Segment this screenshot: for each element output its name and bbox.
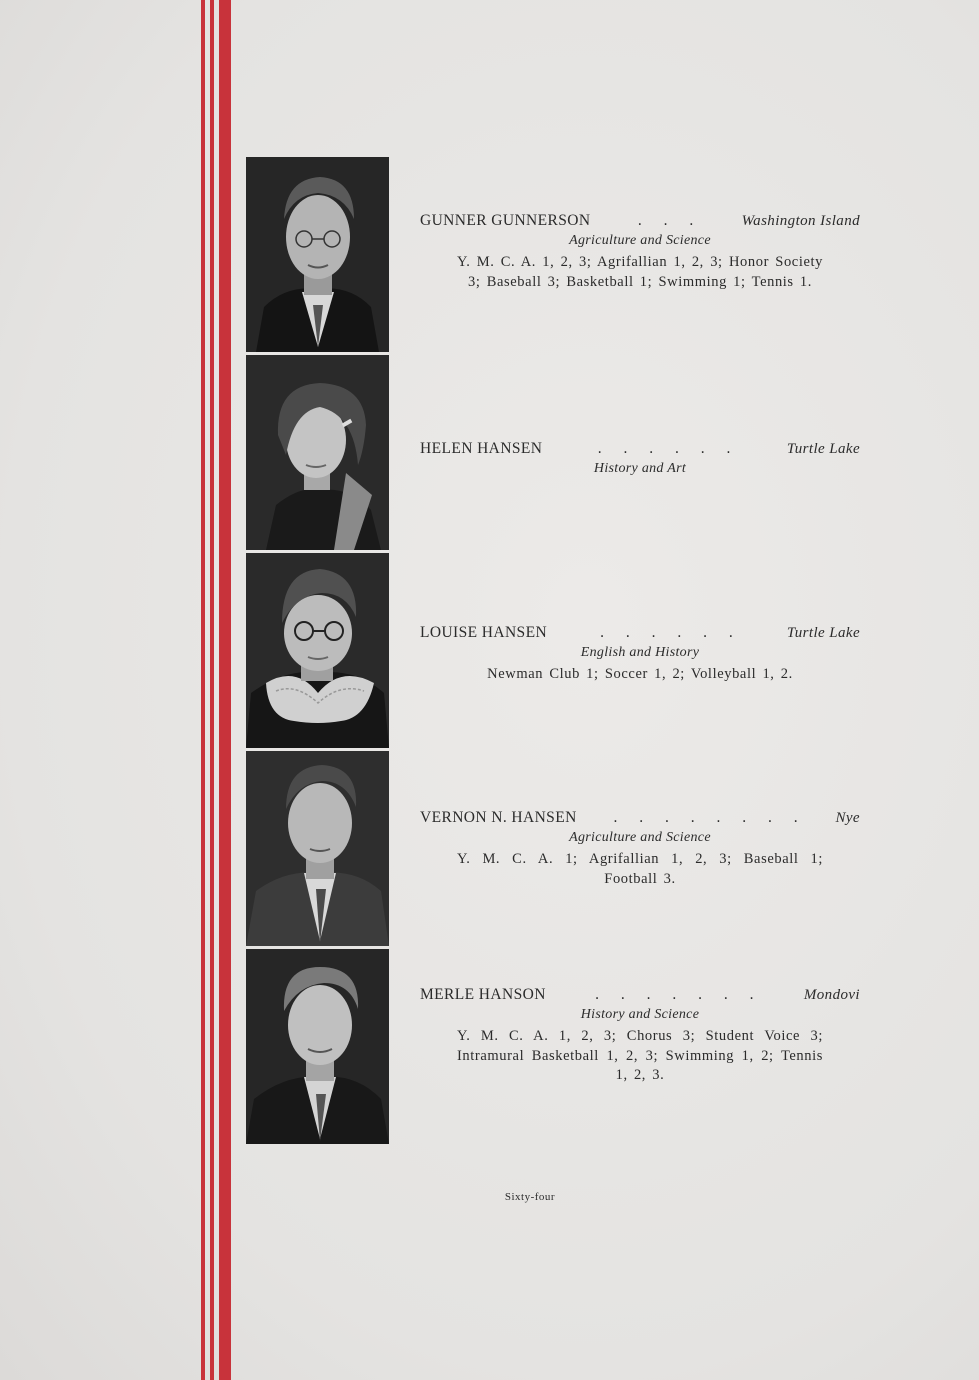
hometown: Mondovi: [803, 987, 860, 1003]
dot-leader: . . . . . . . .: [613, 809, 807, 826]
dot-leader: . . . . . .: [597, 440, 740, 457]
portrait-vernon-hansen: [246, 751, 389, 946]
student-name: LOUISE HANSEN: [420, 624, 548, 641]
student-entry: [420, 212, 860, 292]
entry-headline: [420, 986, 860, 1004]
female-portrait-photo: [246, 355, 389, 550]
course-of-study: English and History: [580, 645, 700, 660]
red-border-stripe: [219, 0, 231, 1380]
student-name: MERLE HANSON: [420, 986, 546, 1003]
student-name: GUNNER GUNNERSON: [420, 212, 591, 229]
activities: Y. M. C. A. 1, 2, 3; Chorus 3; Student Voice 3; Intramural Basketball 1, 2, 3; Swimming 1, 2; Tennis 1, 2, 3.: [457, 1028, 823, 1083]
dot-leader: . . . . . .: [600, 624, 742, 641]
red-border-stripe: [201, 0, 205, 1380]
portrait-gunnerson: [246, 157, 389, 352]
female-portrait-photo: [246, 553, 389, 748]
hometown: Nye: [835, 810, 860, 826]
dot-leader: . . .: [637, 212, 703, 229]
student-name: VERNON N. HANSEN: [420, 809, 577, 826]
entry-headline: [420, 624, 860, 642]
portrait-helen-hansen: [246, 355, 389, 550]
activities: Newman Club 1; Soccer 1, 2; Volleyball 1, 2.: [487, 666, 793, 682]
activities: Y. M. C. A. 1; Agrifallian 1, 2, 3; Baseball 1; Football 3.: [457, 851, 823, 887]
portrait-louise-hansen: [246, 553, 389, 748]
student-entry: [420, 624, 860, 685]
hometown: Turtle Lake: [786, 625, 860, 641]
portrait-merle-hanson: [246, 949, 389, 1144]
hometown: Turtle Lake: [786, 441, 860, 457]
student-entry: [420, 440, 860, 478]
male-portrait-photo: [246, 157, 389, 352]
dot-leader: . . . . . . .: [595, 986, 763, 1003]
hometown: Washington Island: [741, 213, 860, 229]
course-of-study: Agriculture and Science: [569, 830, 711, 845]
entry-headline: [420, 212, 860, 230]
activities: Y. M. C. A. 1, 2, 3; Agrifallian 1, 2, 3; Honor Society 3; Baseball 3; Basketball 1; Swimming 1; Tennis 1.: [457, 254, 823, 290]
male-portrait-photo: [246, 751, 389, 946]
student-entry: [420, 809, 860, 889]
course-of-study: Agriculture and Science: [569, 233, 711, 248]
student-name: HELEN HANSEN: [420, 440, 543, 457]
male-portrait-photo: [246, 949, 389, 1144]
course-of-study: History and Art: [593, 461, 687, 476]
course-of-study: History and Science: [580, 1007, 700, 1022]
entry-headline: [420, 440, 860, 458]
red-border-stripe: [210, 0, 214, 1380]
student-entry: [420, 986, 860, 1086]
entry-headline: [420, 809, 860, 827]
page-number: Sixty-four: [504, 1191, 556, 1203]
